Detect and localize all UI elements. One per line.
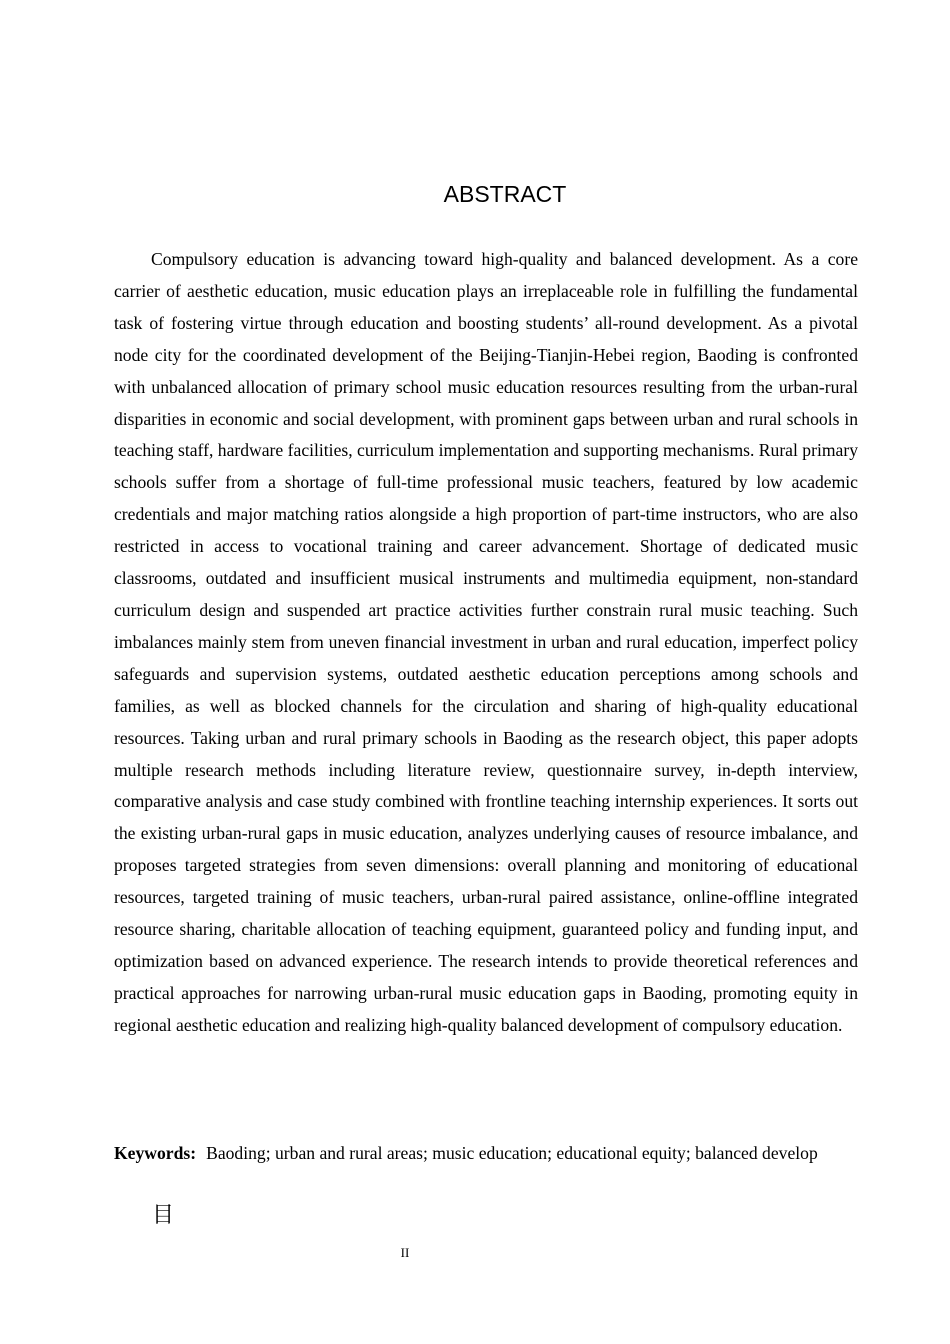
- abstract-body: Compulsory education is advancing toward high-quality and balanced development. As a core carrier of aesthetic education, music education plays an irreplaceable role in fulfilling the fundamental task of fostering virtue through education and boosting students’ all-round development. As a pivotal node city for the coordinated development of the Beijing-Tianjin-Hebei region, Baoding is confronted with unbalanced allocation of primary school music education resources resulting from the urban-rural disparities in economic and social development, with prominent gaps between urban and rural schools in teaching staff, hardware facilities, curriculum implementation and supporting mechanisms. Rural primary schools suffer from a shortage of full-time professional music teachers, featured by low academic credentials and major matching ratios alongside a high proportion of part-time instructors, who are also restricted in access to vocational training and career advancement. Shortage of dedicated music classrooms, outdated and insufficient musical instruments and multimedia equipment, non-standard curriculum design and suspended art practice activities further constrain rural music teaching. Such imbalances mainly stem from uneven financial investment in urban and rural education, imperfect policy safeguards and supervision systems, outdated aesthetic education perceptions among schools and families, as well as blocked channels for the circulation and sharing of high-quality educational resources. Taking urban and rural primary schools in Baoding as the research object, this paper adopts multiple research methods including literature review, questionnaire survey, in-depth interview, comparative analysis and case study combined with frontline teaching internship experiences. It sorts out the existing urban-rural gaps in music education, analyzes underlying causes of resource imbalance, and proposes targeted strategies from seven dimensions: overall planning and monitoring of educational resources, targeted training of music teachers, urban-rural paired assistance, online-offline integrated resource sharing, charitable allocation of teaching equipment, guaranteed policy and funding input, and optimization based on advanced experience. The research intends to provide theoretical references and practical approaches for narrowing urban-rural music education gaps in Baoding, promoting equity in regional aesthetic education and realizing high-quality balanced development of compulsory education.: [114, 249, 858, 1035]
- keywords-text: Baoding; urban and rural areas; music education; educational equity; balanced develop: [206, 1143, 818, 1163]
- toc-heading-fragment: 目: [152, 1203, 175, 1228]
- keywords-line: [114, 1138, 858, 1170]
- page-number: II: [400, 1245, 410, 1260]
- abstract-title: ABSTRACT: [443, 181, 567, 207]
- keywords-label: Keywords:: [114, 1143, 197, 1163]
